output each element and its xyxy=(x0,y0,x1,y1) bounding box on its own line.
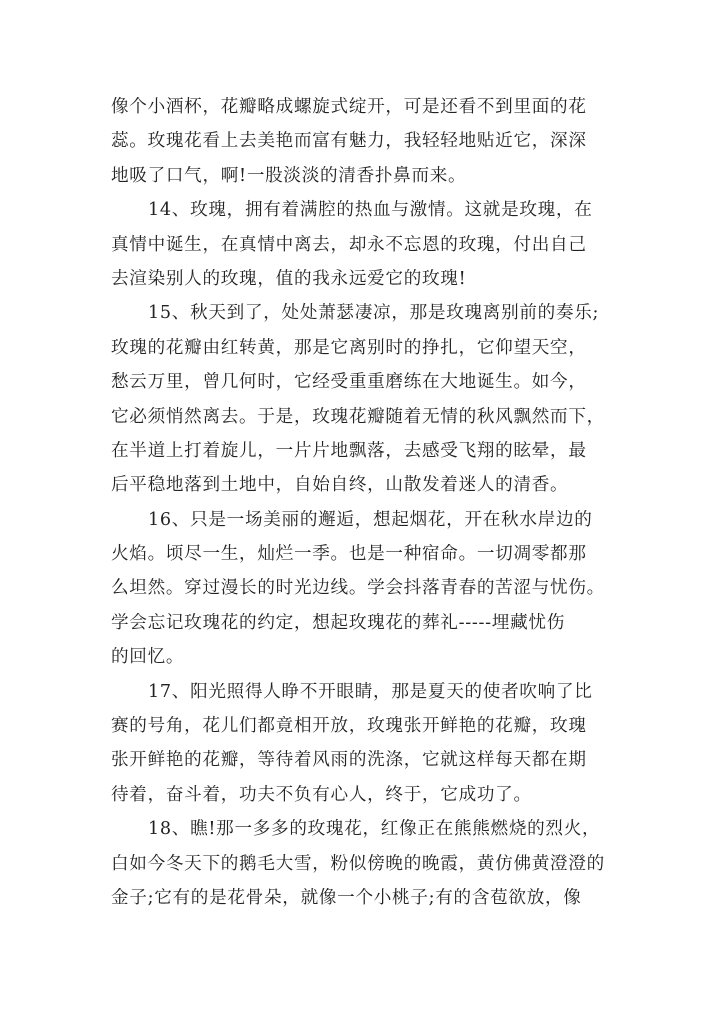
text-line: 白如今冬天下的鹅毛大雪，粉似傍晚的晚霞，黄仿佛黄澄澄的 xyxy=(111,853,605,874)
text-line: 后平稳地落到土地中，自始自终，山散发着迷人的清香。 xyxy=(111,475,569,496)
text-line: 火焰。顷尽一生，灿烂一季。也是一种宿命。一切凋零都那 xyxy=(111,544,587,565)
text-line: 愁云万里，曾几何时，它经受重重磨练在大地诞生。如今， xyxy=(111,372,587,393)
text-line: 待着，奋斗着，功夫不负有心人，终于，它成功了。 xyxy=(111,784,532,805)
text-line: 金子;它有的是花骨朵，就像一个小桃子;有的含苞欲放，像 xyxy=(111,887,582,908)
text-line: 张开鲜艳的花瓣，等待着风雨的洗涤，它就这样每天都在期 xyxy=(111,750,587,771)
text-line: 去渲染别人的玫瑰，值的我永远爱它的玫瑰! xyxy=(111,268,467,289)
text-line: 么坦然。穿过漫长的时光边线。学会抖落青春的苦涩与忧伤。 xyxy=(111,578,605,599)
paragraph-18-first-line: 18、瞧!那一多多的玫瑰花，红像正在熊熊燃烧的烈火， xyxy=(148,819,601,840)
text-line: 的回忆。 xyxy=(111,647,185,668)
paragraph-15-first-line: 15、秋天到了，处处萧瑟凄凉，那是玫瑰离别前的奏乐; xyxy=(148,303,600,324)
paragraph-16-first-line: 16、只是一场美丽的邂逅，想起烟花，开在秋水岸边的 xyxy=(148,509,593,530)
paragraph-17-first-line: 17、阳光照得人睁不开眼睛，那是夏天的使者吹响了比 xyxy=(148,681,593,702)
text-line: 玫瑰的花瓣由红转黄，那是它离别时的挣扎，它仰望天空， xyxy=(111,337,587,358)
text-line: 学会忘记玫瑰花的约定，想起玫瑰花的葬礼-----埋藏忧伤 xyxy=(111,612,565,633)
text-line: 蕊。玫瑰花看上去美艳而富有魅力，我轻轻地贴近它，深深 xyxy=(111,131,587,152)
text-line: 像个小酒杯，花瓣略成螺旋式绽开，可是还看不到里面的花 xyxy=(111,97,587,117)
text-line: 在半道上打着旋儿，一片片地飘落，去感受飞翔的眩晕，最 xyxy=(111,440,587,461)
text-line: 地吸了口气，啊!一股淡淡的清香扑鼻而来。 xyxy=(111,165,467,186)
text-line: 它必须悄然离去。于是，玫瑰花瓣随着无情的秋风飘然而下， xyxy=(111,406,605,427)
paragraph-14-first-line: 14、玫瑰，拥有着满腔的热血与激情。这就是玫瑰，在 xyxy=(148,200,593,221)
text-body xyxy=(111,90,611,915)
text-line: 真情中诞生，在真情中离去，却永不忘恩的玫瑰，付出自己 xyxy=(111,234,587,255)
text-line: 赛的号角，花儿们都竟相开放，玫瑰张开鲜艳的花瓣，玫瑰 xyxy=(111,716,587,737)
